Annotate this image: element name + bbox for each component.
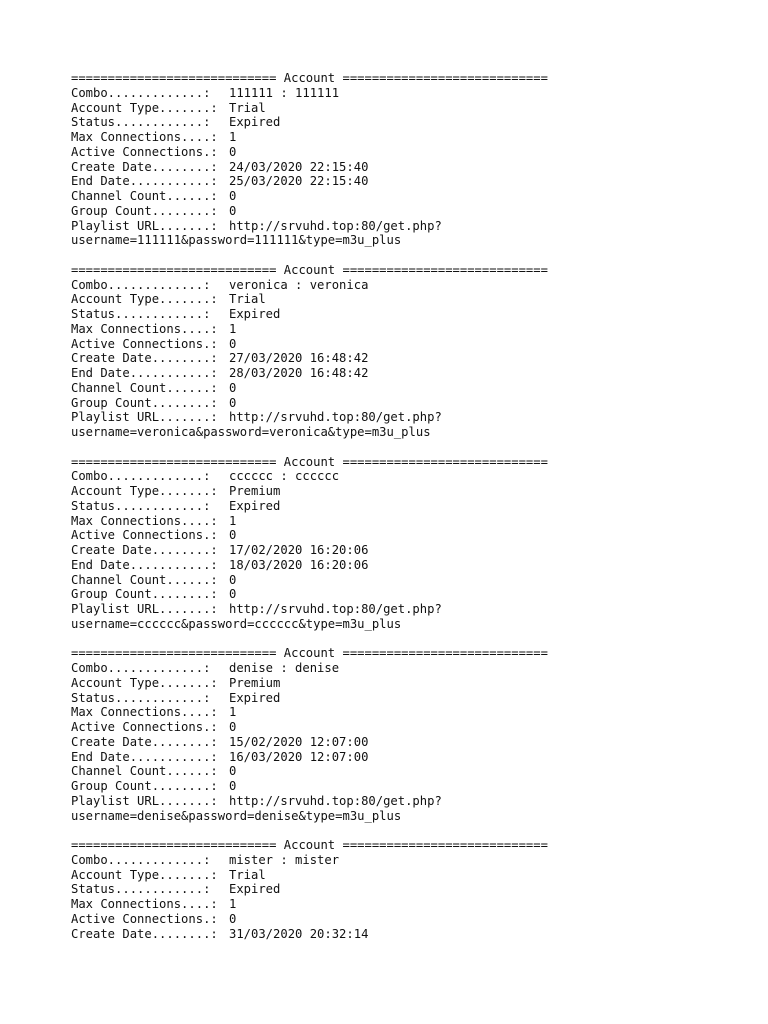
field-value: 0: [229, 720, 237, 734]
field-row: [71, 484, 691, 499]
field-row: [71, 853, 691, 868]
field-key: Max Connections....:: [71, 705, 218, 720]
field-row: [71, 514, 691, 529]
field-key: Group Count........:: [71, 779, 218, 793]
field-row: [71, 145, 691, 160]
field-row: [71, 897, 691, 912]
field-value: 1: [229, 321, 237, 336]
account-header: ============================ Account ============================: [71, 71, 548, 85]
field-row: [71, 204, 691, 219]
field-row: [71, 292, 691, 307]
field-value: 28/03/2020 16:48:42: [229, 366, 369, 380]
field-key: Group Count........:: [71, 203, 218, 218]
field-value: 0: [229, 380, 237, 395]
field-key: Status............:: [71, 690, 211, 705]
field-value: Trial: [229, 100, 266, 115]
field-key: Combo.............:: [71, 277, 211, 292]
field-row: [71, 410, 691, 425]
field-value: Expired: [229, 882, 281, 897]
field-row: [71, 764, 691, 779]
field-key: Account Type.......:: [71, 100, 218, 115]
field-row: [71, 779, 691, 794]
field-row: [71, 794, 691, 809]
field-row: [71, 587, 691, 602]
field-row: [71, 691, 691, 706]
field-row: [71, 573, 691, 588]
field-value: Trial: [229, 867, 266, 882]
field-key: Account Type.......:: [71, 484, 218, 498]
field-row: [71, 602, 691, 617]
field-value: veronica : veronica: [229, 277, 369, 292]
field-key: Max Connections....:: [71, 897, 218, 911]
document-page: [71, 71, 691, 956]
account-header: ============================ Account ============================: [71, 454, 548, 469]
field-key: Create Date........:: [71, 734, 218, 749]
field-row: [71, 558, 691, 573]
field-value: 0: [229, 587, 237, 602]
field-value: 0: [229, 336, 237, 351]
field-row: [71, 868, 691, 883]
playlist-url-link[interactable]: http://srvuhd.top:80/get.php?: [229, 602, 442, 616]
field-key: Active Connections.:: [71, 528, 218, 543]
field-key: Group Count........:: [71, 587, 218, 602]
field-key: Playlist URL.......:: [71, 793, 218, 808]
field-value: 1: [229, 130, 237, 144]
field-key: Account Type.......:: [71, 867, 218, 882]
field-row: [71, 322, 691, 337]
field-row: [71, 396, 691, 411]
account-block: [71, 646, 691, 823]
field-key: Status............:: [71, 115, 211, 130]
field-key: Playlist URL.......:: [71, 218, 218, 233]
field-row: [71, 307, 691, 322]
field-value: 0: [229, 779, 237, 793]
field-value: 27/03/2020 16:48:42: [229, 351, 369, 366]
field-row: [71, 705, 691, 720]
field-row: [71, 750, 691, 765]
field-key: Max Connections....:: [71, 513, 218, 528]
field-row: [71, 278, 691, 293]
field-value: 15/02/2020 12:07:00: [229, 734, 369, 749]
field-key: Channel Count......:: [71, 380, 218, 395]
field-row: [71, 927, 691, 942]
field-value: Expired: [229, 690, 281, 705]
field-value: 16/03/2020 12:07:00: [229, 749, 369, 764]
field-key: Playlist URL.......:: [71, 602, 218, 616]
field-key: Active Connections.:: [71, 336, 218, 351]
field-key: Active Connections.:: [71, 720, 218, 734]
field-row: [71, 661, 691, 676]
field-key: Channel Count......:: [71, 572, 218, 587]
playlist-url-continuation[interactable]: username=denise&password=denise&type=m3u_plus: [71, 808, 402, 823]
field-value: Premium: [229, 484, 281, 498]
field-row: [71, 101, 691, 116]
field-value: 25/03/2020 22:15:40: [229, 174, 369, 189]
account-header: ============================ Account ============================: [71, 646, 548, 661]
field-value: 0: [229, 144, 237, 159]
field-key: Active Connections.:: [71, 144, 218, 159]
field-value: 1: [229, 513, 237, 528]
field-value: 1: [229, 897, 237, 911]
playlist-url-link[interactable]: http://srvuhd.top:80/get.php?: [229, 218, 442, 233]
field-key: Status............:: [71, 307, 211, 321]
field-value: 18/03/2020 16:20:06: [229, 557, 369, 572]
field-key: Combo.............:: [71, 469, 211, 484]
playlist-url-continuation[interactable]: username=111111&password=111111&type=m3u_plus: [71, 233, 402, 248]
field-value: Expired: [229, 307, 281, 321]
field-key: Account Type.......:: [71, 675, 218, 690]
field-key: Create Date........:: [71, 159, 218, 174]
field-key: Active Connections.:: [71, 911, 218, 926]
field-key: Status............:: [71, 882, 211, 897]
field-key: End Date...........:: [71, 174, 218, 189]
field-value: 0: [229, 572, 237, 587]
field-value: 0: [229, 203, 237, 218]
field-key: Combo.............:: [71, 852, 211, 867]
field-key: Channel Count......:: [71, 764, 218, 779]
field-value: denise : denise: [229, 661, 340, 675]
field-row: [71, 366, 691, 381]
field-key: Create Date........:: [71, 926, 218, 941]
account-block: [71, 71, 691, 248]
field-value: 1: [229, 705, 237, 720]
field-value: Expired: [229, 115, 281, 130]
field-row: [71, 912, 691, 927]
playlist-url-link[interactable]: http://srvuhd.top:80/get.php?: [229, 793, 442, 808]
field-value: 0: [229, 764, 237, 779]
field-key: Status............:: [71, 498, 211, 513]
field-key: Combo.............:: [71, 85, 211, 100]
playlist-url-continuation[interactable]: username=cccccc&password=cccccc&type=m3u_plus: [71, 616, 402, 631]
field-key: Max Connections....:: [71, 130, 218, 144]
account-header: ============================ Account ============================: [71, 262, 548, 277]
field-row: [71, 351, 691, 366]
field-row: [71, 130, 691, 145]
field-value: 0: [229, 395, 237, 410]
field-row: [71, 720, 691, 735]
field-row: [71, 174, 691, 189]
field-row: [71, 337, 691, 352]
field-key: Max Connections....:: [71, 321, 218, 336]
field-key: Combo.............:: [71, 661, 211, 675]
field-row: [71, 86, 691, 101]
field-value: 111111 : 111111: [229, 85, 340, 100]
field-key: Group Count........:: [71, 395, 218, 410]
field-row: [71, 882, 691, 897]
account-block: [71, 263, 691, 440]
account-block: [71, 455, 691, 632]
field-value: Trial: [229, 292, 266, 307]
field-value: Premium: [229, 675, 281, 690]
field-value: 31/03/2020 20:32:14: [229, 926, 369, 941]
field-key: Account Type.......:: [71, 292, 218, 307]
field-row: [71, 676, 691, 691]
field-key: Create Date........:: [71, 543, 218, 557]
field-row: [71, 189, 691, 204]
field-value: 0: [229, 911, 237, 926]
field-value: 17/02/2020 16:20:06: [229, 543, 369, 557]
field-value: mister : mister: [229, 852, 340, 867]
field-value: 0: [229, 189, 237, 203]
account-header: ============================ Account ============================: [71, 838, 548, 852]
field-row: [71, 499, 691, 514]
field-value: 0: [229, 528, 237, 543]
field-key: Playlist URL.......:: [71, 410, 218, 425]
field-key: Create Date........:: [71, 351, 218, 366]
field-row: [71, 469, 691, 484]
field-row: [71, 735, 691, 750]
field-row: [71, 528, 691, 543]
field-key: End Date...........:: [71, 366, 218, 380]
field-value: cccccc : cccccc: [229, 469, 340, 484]
field-row: [71, 381, 691, 396]
playlist-url-continuation[interactable]: username=veronica&password=veronica&type=m3u_plus: [71, 425, 431, 439]
field-key: End Date...........:: [71, 749, 218, 764]
field-row: [71, 160, 691, 175]
field-row: [71, 543, 691, 558]
account-block: [71, 838, 691, 941]
field-row: [71, 115, 691, 130]
field-row: [71, 219, 691, 234]
playlist-url-link[interactable]: http://srvuhd.top:80/get.php?: [229, 410, 442, 425]
field-value: 24/03/2020 22:15:40: [229, 159, 369, 174]
field-key: End Date...........:: [71, 557, 218, 572]
field-key: Channel Count......:: [71, 189, 218, 203]
field-value: Expired: [229, 498, 281, 513]
